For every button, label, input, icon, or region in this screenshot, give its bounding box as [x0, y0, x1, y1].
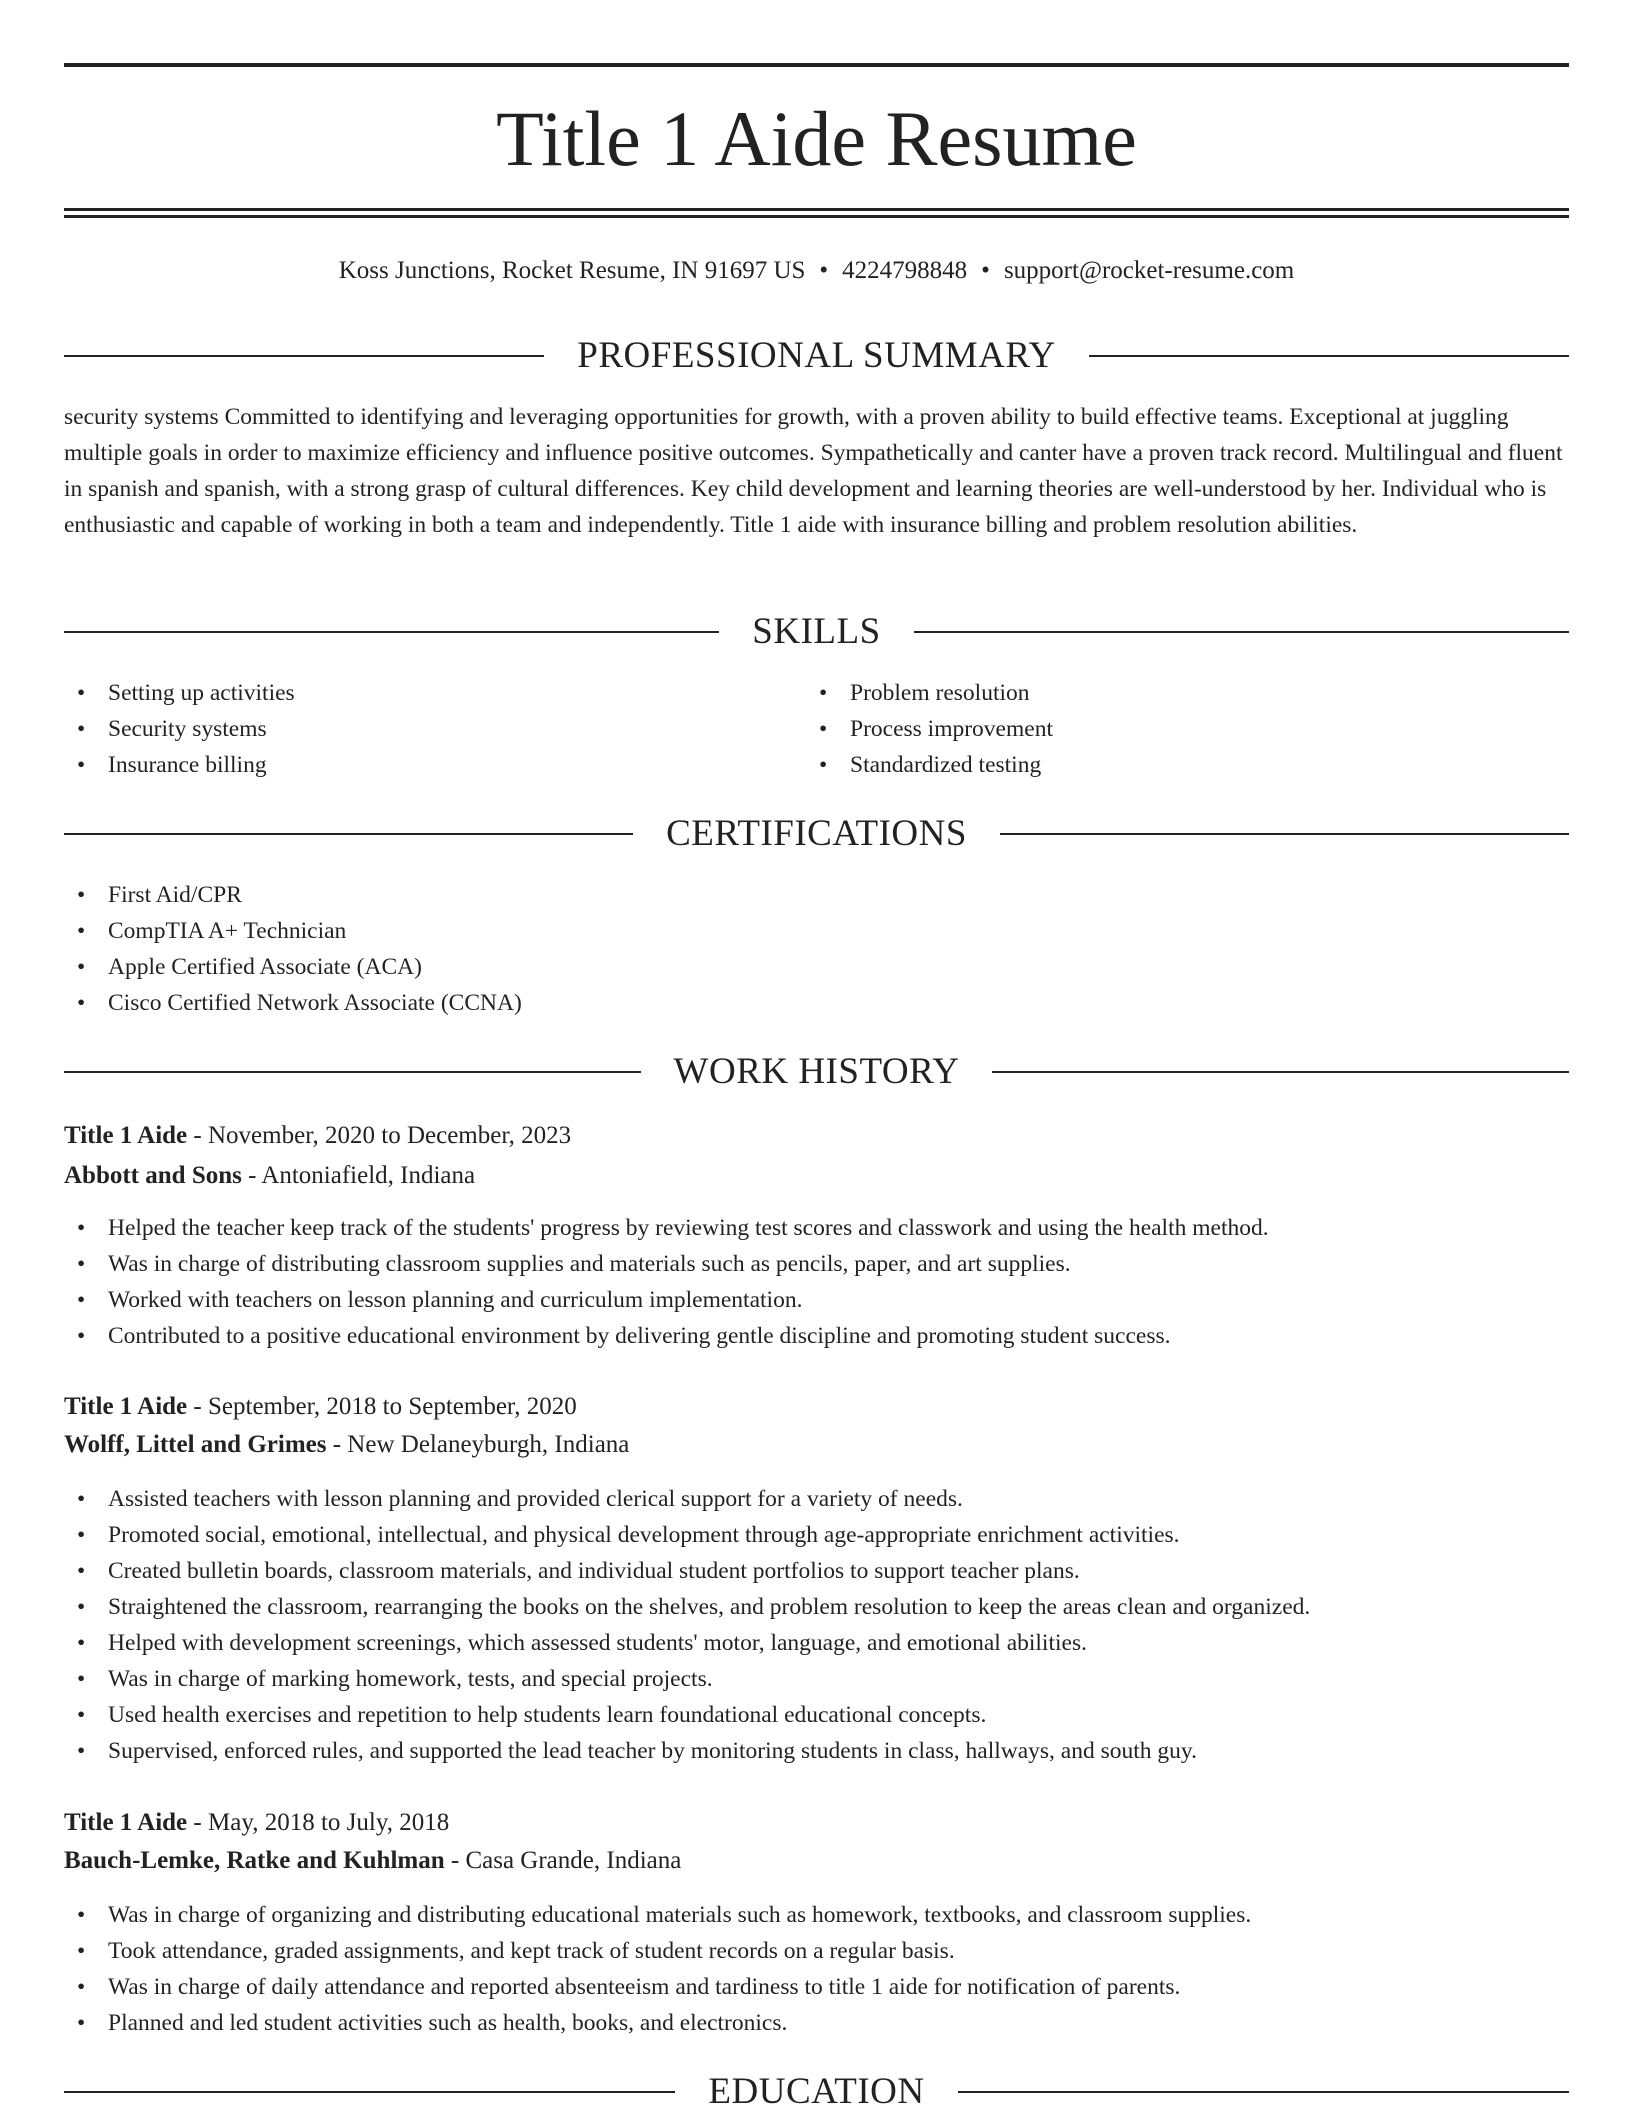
- section-header-work-history: [64, 1050, 1569, 1094]
- divider: [64, 833, 633, 835]
- summary-text: security systems Committed to identifying and leveraging opportunities for growth, with a proven ability to build effective teams. Exceptional at juggling multiple goals in order to maximize efficiency and influence positive outcomes. Sympathetically and canter have a proven track record. Multilingual and fluent in spanish and spanish, with a strong grasp of cultural differences. Key child development and learning theories are well-understood by her. Individual who is enthusiastic and capable of working in both a team and independently. Title 1 aide with insurance billing and problem resolution abilities.: [64, 404, 1563, 538]
- job-dates: - September, 2018 to September, 2020: [187, 1393, 577, 1420]
- job-company-line: [64, 1426, 629, 1464]
- skill-item: • Process improvement: [806, 711, 1506, 747]
- job-bullet: • Was in charge of organizing and distributing educational materials such as homework, textbooks, and classroom supplies.: [64, 1897, 1569, 1933]
- skill-item: • Standardized testing: [806, 747, 1506, 783]
- skill-item: • Security systems: [64, 711, 764, 747]
- job-bullet: • Helped the teacher keep track of the students' progress by reviewing test scores and classwork and using the health method.: [64, 1210, 1569, 1246]
- section-title: EDUCATION: [708, 2071, 925, 2112]
- job-bullet: • Planned and led student activities such as health, books, and electronics.: [64, 2005, 1569, 2041]
- job-dates: - November, 2020 to December, 2023: [187, 1122, 572, 1149]
- divider: [958, 2091, 1569, 2093]
- job-bullet: • Was in charge of daily attendance and reported absenteeism and tardiness to title 1 aide for notification of parents.: [64, 1969, 1569, 2005]
- job-title-line: [64, 1117, 571, 1155]
- job-title: Title 1 Aide: [64, 1809, 188, 1836]
- double-rule: [64, 208, 1569, 218]
- section-title: SKILLS: [752, 611, 881, 652]
- skill-item: • Problem resolution: [806, 675, 1506, 711]
- top-rule: [64, 63, 1569, 67]
- job-company-line: [64, 1157, 475, 1195]
- divider: [64, 1071, 641, 1073]
- company-location: - New Delaneyburgh, Indiana: [326, 1431, 630, 1458]
- job-bullet: • Took attendance, graded assignments, and kept track of student records on a regular basis.: [64, 1933, 1569, 1969]
- job-title-line: [64, 1388, 577, 1426]
- certification-item: • CompTIA A+ Technician: [64, 913, 1569, 949]
- section-title: PROFESSIONAL SUMMARY: [577, 335, 1056, 376]
- job-bullets: [64, 1897, 1569, 2041]
- section-header-education: [64, 2070, 1569, 2114]
- section-title: WORK HISTORY: [673, 1051, 960, 1092]
- company-name: Wolff, Littel and Grimes: [64, 1431, 327, 1458]
- job-bullet: • Worked with teachers on lesson planning and curriculum implementation.: [64, 1282, 1569, 1318]
- job-bullet: • Created bulletin boards, classroom materials, and individual student portfolios to support teacher plans.: [64, 1553, 1569, 1589]
- certification-item: • Cisco Certified Network Associate (CCNA): [64, 985, 1569, 1021]
- company-location: - Casa Grande, Indiana: [444, 1847, 682, 1874]
- skill-item: • Setting up activities: [64, 675, 764, 711]
- company-name: Abbott and Sons: [64, 1162, 242, 1189]
- job-title-line: [64, 1804, 449, 1842]
- address: Koss Junctions, Rocket Resume, IN 91697 US: [338, 257, 806, 284]
- section-header-summary: [64, 334, 1569, 378]
- section-title: CERTIFICATIONS: [666, 813, 967, 854]
- job-bullets: [64, 1210, 1569, 1354]
- section-header-skills: [64, 610, 1569, 654]
- job-bullets: [64, 1481, 1569, 1769]
- job-bullet: • Was in charge of distributing classroom supplies and materials such as pencils, paper, and art supplies.: [64, 1246, 1569, 1282]
- job-title: Title 1 Aide: [64, 1122, 188, 1149]
- certification-item: • Apple Certified Associate (ACA): [64, 949, 1569, 985]
- job-bullet: • Helped with development screenings, which assessed students' motor, language, and emotional abilities.: [64, 1625, 1569, 1661]
- job-bullet: • Straightened the classroom, rearranging the books on the shelves, and problem resolution to keep the areas clean and organized.: [64, 1589, 1569, 1625]
- contact-line: [64, 253, 1569, 289]
- job-bullet: • Contributed to a positive educational environment by delivering gentle discipline and promoting student success.: [64, 1318, 1569, 1354]
- divider: [64, 355, 544, 357]
- job-dates: - May, 2018 to July, 2018: [187, 1809, 450, 1836]
- job-bullet: • Supervised, enforced rules, and supported the lead teacher by monitoring students in class, hallways, and south guy.: [64, 1733, 1569, 1769]
- skills-right-list: [806, 675, 1506, 783]
- skill-item: • Insurance billing: [64, 747, 764, 783]
- divider: [1089, 355, 1569, 357]
- job-bullet: • Was in charge of marking homework, tests, and special projects.: [64, 1661, 1569, 1697]
- skills-left-list: [64, 675, 764, 783]
- job-bullet: • Used health exercises and repetition to help students learn foundational educational concepts.: [64, 1697, 1569, 1733]
- job-title: Title 1 Aide: [64, 1393, 188, 1420]
- job-bullet: • Promoted social, emotional, intellectual, and physical development through age-appropriate enrichment activities.: [64, 1517, 1569, 1553]
- email: support@rocket-resume.com: [1003, 257, 1295, 284]
- divider: [64, 2091, 675, 2093]
- certifications-list: [64, 877, 1569, 1021]
- separator: •: [819, 257, 829, 284]
- divider: [1000, 833, 1569, 835]
- certification-item: • First Aid/CPR: [64, 877, 1569, 913]
- phone: 4224798848: [842, 257, 968, 284]
- company-location: - Antoniafield, Indiana: [241, 1162, 476, 1189]
- job-company-line: [64, 1842, 681, 1880]
- divider: [64, 631, 719, 633]
- separator: •: [981, 257, 990, 284]
- divider: [992, 1071, 1569, 1073]
- divider: [914, 631, 1569, 633]
- job-bullet: • Assisted teachers with lesson planning and provided clerical support for a variety of needs.: [64, 1481, 1569, 1517]
- company-name: Bauch-Lemke, Ratke and Kuhlman: [64, 1847, 445, 1874]
- section-header-certifications: [64, 812, 1569, 856]
- resume-title: Title 1 Aide Resume: [496, 95, 1137, 182]
